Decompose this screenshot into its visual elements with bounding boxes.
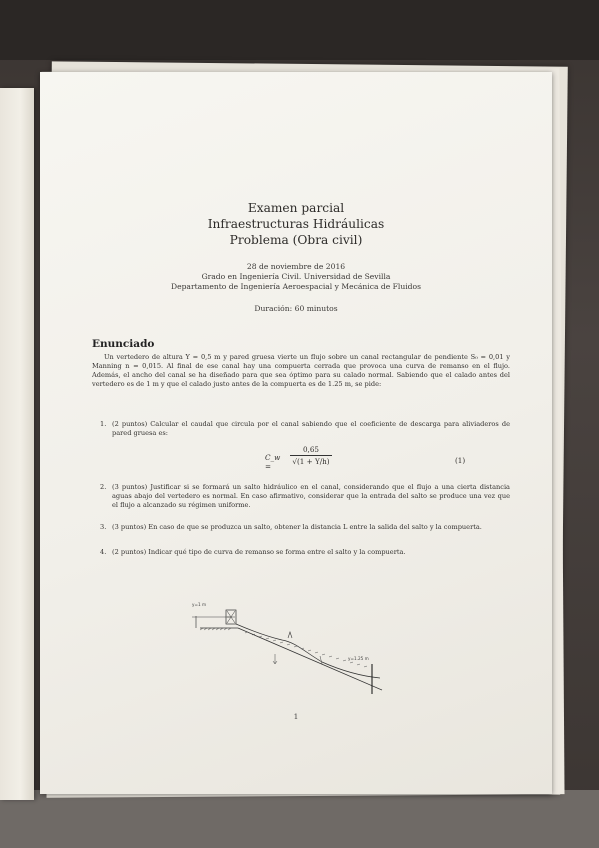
question-text: (2 puntos) Calcular el caudal que circula por el canal sabiendo que el coeficiente de descarga para aliviaderos de pared gruesa es: <box>112 420 510 437</box>
question-text: (3 puntos) En caso de que se produzca un salto, obtener la distancia L entre la salida del salto y la compuerta. <box>112 523 482 531</box>
exam-duration: Duración: 60 minutos <box>254 304 338 313</box>
question-item <box>100 523 510 532</box>
question-item <box>100 483 510 510</box>
gate-depth-label: y=1.25 m <box>348 656 369 661</box>
equation-fraction <box>290 445 332 466</box>
annotation-arrow <box>273 654 277 664</box>
page-number: 1 <box>293 712 299 721</box>
weir-hatching <box>227 611 235 623</box>
problem-statement: Un vertedero de altura Y = 0,5 m y pared gruesa vierte un flujo sobre un canal rectangular de pendiente S₀ = 0,01 y Manning n = 0,015. Al final de ese canal hay una compuerta cerrada que provoca una curva de remanso en el flujo. Además, el ancho del canal se ha diseñado para que sea óptimo para su calado normal. Sabiendo que el calado antes del vertedero es de 1 m y que el calado justo antes de la compuerta es de 1.25 m, se pide: <box>92 353 510 388</box>
hydraulic-jump <box>288 632 292 638</box>
question-item <box>100 548 510 557</box>
title-line: Examen parcial <box>247 201 345 215</box>
exam-meta <box>40 262 552 292</box>
question-number: 1. <box>100 420 107 428</box>
upstream-depth-label: y=1 m <box>192 602 207 607</box>
exam-institution: Grado en Ingeniería Civil. Universidad de Sevilla <box>201 272 391 281</box>
background-wall <box>0 0 599 60</box>
question-item <box>100 420 510 438</box>
exam-page <box>40 72 552 794</box>
annotation-arrow <box>320 656 322 664</box>
table-surface <box>0 790 599 848</box>
exam-title <box>40 200 552 248</box>
question-number: 3. <box>100 523 107 531</box>
title-line: Problema (Obra civil) <box>229 233 363 247</box>
title-line: Infraestructuras Hidráulicas <box>207 217 385 231</box>
section-heading: Enunciado <box>92 338 155 350</box>
equation-denominator: √(1 + Y/h) <box>292 457 330 466</box>
exam-date: 28 de noviembre de 2016 <box>246 262 346 271</box>
channel-bed-hatching <box>245 632 367 667</box>
equation-lhs: C_w = <box>265 453 281 471</box>
question-number: 4. <box>100 548 107 556</box>
question-text: (2 puntos) Indicar qué tipo de curva de remanso se forma entre el salto y la compuerta. <box>112 548 406 556</box>
exam-department: Departamento de Ingeniería Aeroespacial y Mecánica de Fluidos <box>170 282 422 291</box>
channel-sketch <box>190 594 390 704</box>
question-text: (3 puntos) Justificar si se formará un salto hidráulico en el canal, considerando que el flujo a una cierta distancia aguas abajo del vertedero es normal. En caso afirmativo, considerar que la entrada del salto se produce una vez que el flujo a alcanzado su régimen uniforme. <box>112 483 510 509</box>
question-number: 2. <box>100 483 107 491</box>
equation-number: (1) <box>455 456 466 465</box>
equation-numerator: 0,65 <box>290 445 332 456</box>
adjacent-sheet <box>0 88 34 800</box>
